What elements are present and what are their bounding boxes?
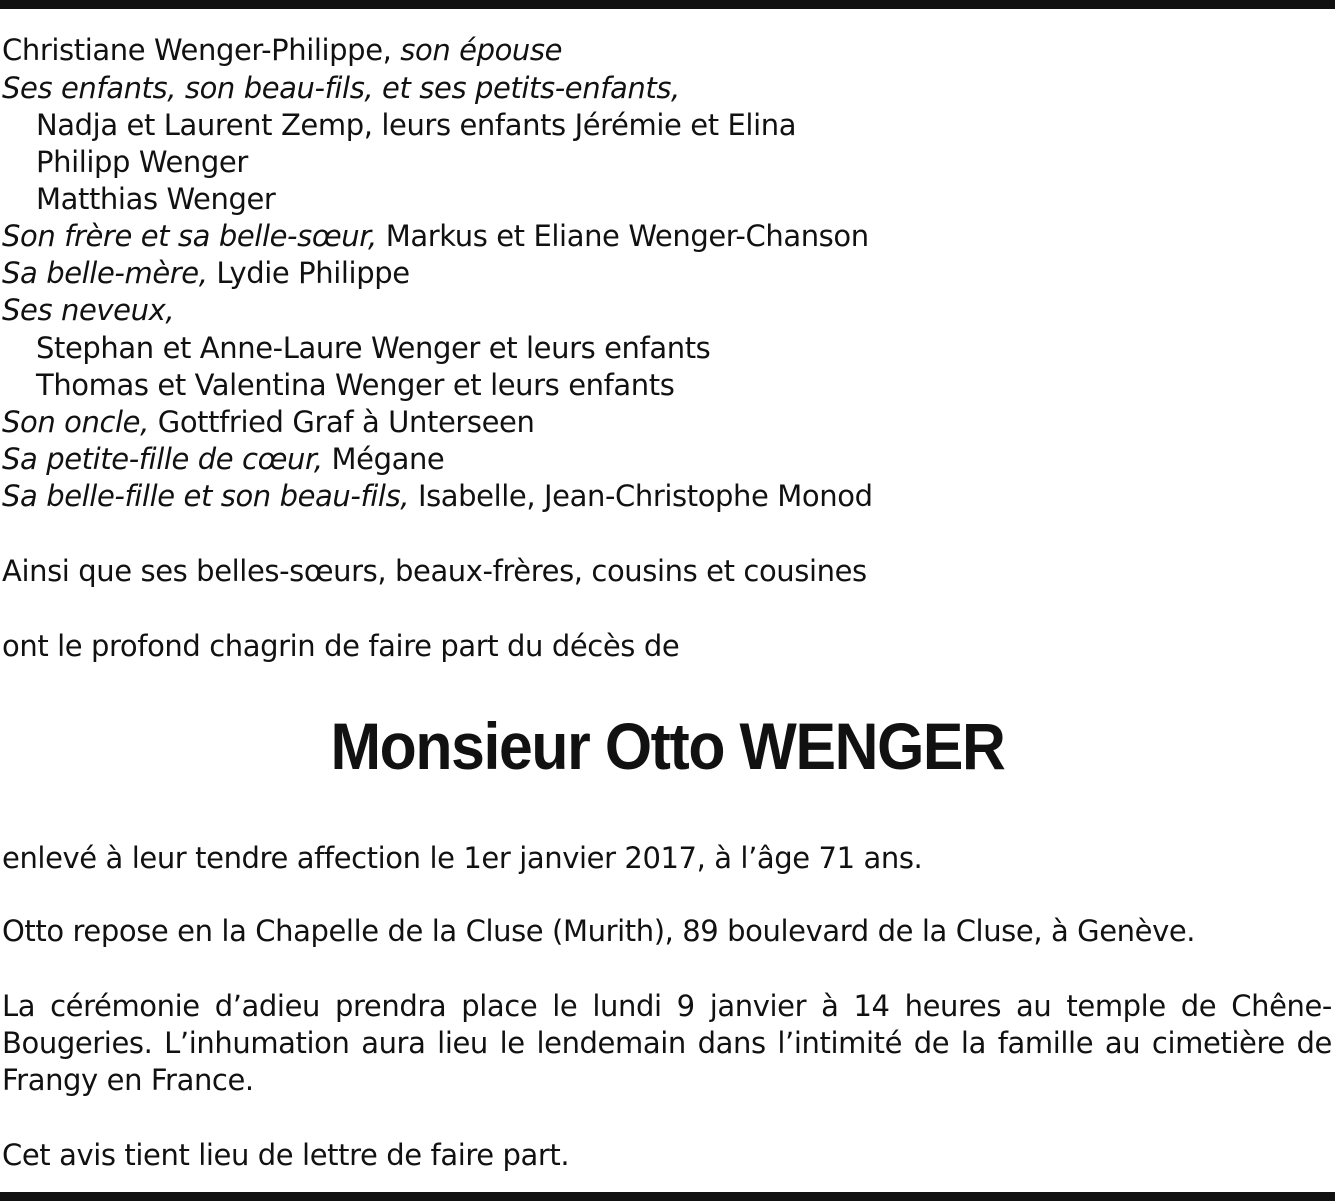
top-rule	[0, 0, 1335, 9]
stepchildren-name: Isabelle, Jean-Christophe Monod	[417, 479, 873, 513]
uncle-role: Son oncle,	[2, 405, 149, 439]
family-line-nephew-1: Stephan et Anne-Laure Wenger et leurs enfants	[36, 331, 711, 365]
bottom-rule	[0, 1192, 1335, 1201]
family-line-child-3: Matthias Wenger	[36, 182, 276, 216]
family-line-uncle	[2, 404, 534, 440]
family-line-granddaughter	[2, 441, 444, 477]
granddaughter-role: Sa petite-fille de cœur,	[2, 442, 323, 476]
family-line-mother-in-law	[2, 255, 410, 291]
family-line-nephew-2: Thomas et Valentina Wenger et leurs enfants	[36, 368, 675, 402]
mother-in-law-name: Lydie Philippe	[216, 256, 410, 290]
mother-in-law-role: Sa belle-mère,	[2, 256, 208, 290]
stepchildren-role: Sa belle-fille et son beau-fils,	[2, 479, 410, 513]
spouse-name: Christiane Wenger-Philippe,	[2, 33, 392, 67]
brother-role: Son frère et sa belle-sœur,	[2, 219, 377, 253]
granddaughter-name: Mégane	[331, 442, 445, 476]
family-line-spouse	[2, 32, 562, 68]
family-line-nephews-heading: Ses neveux,	[2, 293, 175, 327]
uncle-name: Gottfried Graf à Unterseen	[157, 405, 535, 439]
rests-line: Otto repose en la Chapelle de la Cluse (Murith), 89 boulevard de la Cluse, à Genève.	[2, 914, 1196, 948]
deceased-name: Monsieur Otto WENGER	[330, 709, 1005, 783]
spouse-role: son épouse	[400, 33, 563, 67]
also-line: Ainsi que ses belles-sœurs, beaux-frères, cousins et cousines	[2, 554, 867, 588]
death-line: enlevé à leur tendre affection le 1er janvier 2017, à l’âge 71 ans.	[2, 841, 923, 875]
family-line-brother	[2, 218, 869, 254]
closing-line: Cet avis tient lieu de lettre de faire part.	[2, 1138, 570, 1172]
announce-line: ont le profond chagrin de faire part du décès de	[2, 629, 680, 663]
ceremony-paragraph: La cérémonie d’adieu prendra place le lundi 9 janvier à 14 heures au temple de Chêne-Bougeries. L’inhumation aura lieu le lendemain dans l’intimité de la famille au cimetière de Frangy en France.	[2, 989, 1332, 1097]
family-line-children-heading: Ses enfants, son beau-fils, et ses petits-enfants,	[2, 71, 680, 105]
family-line-stepchildren	[2, 478, 873, 514]
brother-name: Markus et Eliane Wenger-Chanson	[385, 219, 869, 253]
family-line-child-1: Nadja et Laurent Zemp, leurs enfants Jérémie et Elina	[36, 108, 797, 142]
family-line-child-2: Philipp Wenger	[36, 145, 248, 179]
